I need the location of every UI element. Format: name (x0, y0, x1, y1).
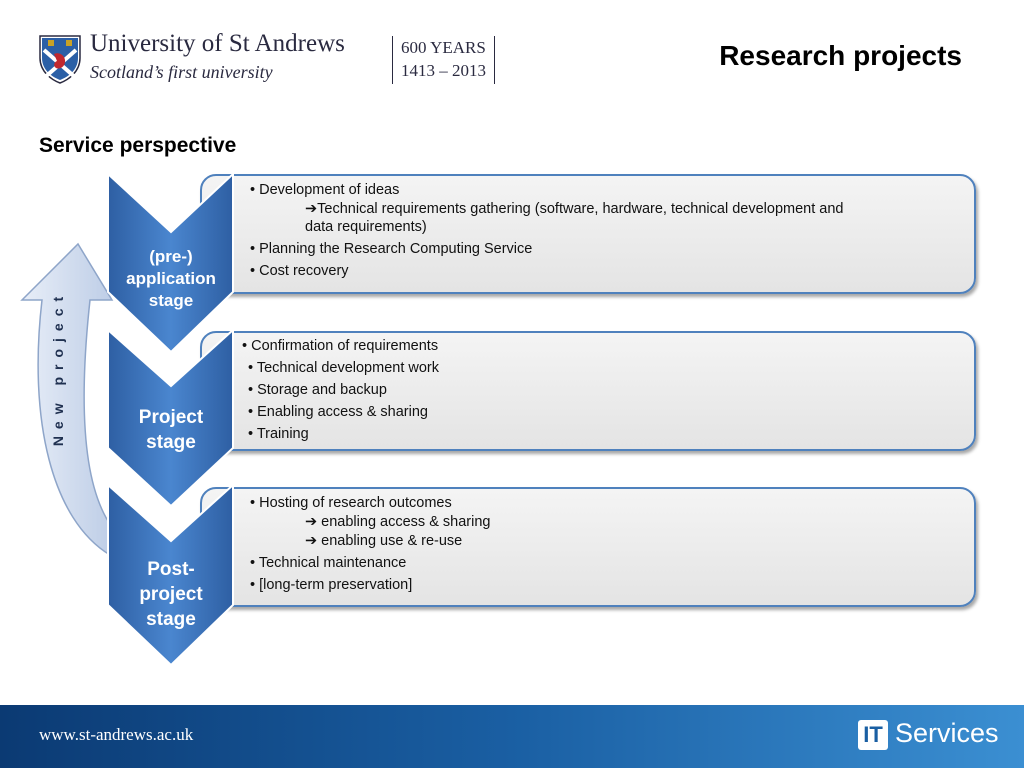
university-tagline: Scotland’s first university (90, 62, 273, 82)
anniversary-line-2: 1413 – 2013 (401, 61, 486, 80)
stage-label-pre-application (116, 246, 226, 312)
list-sub-item: ➔ enabling use & re-use (305, 533, 463, 549)
stage-label-line: stage (146, 432, 196, 453)
university-name: University of St Andrews (90, 30, 345, 57)
list-sub-item: ➔Technical requirements gathering (software, hardware, technical development and (305, 201, 844, 217)
list-item: • Technical development work (248, 360, 439, 376)
stage-label-line: (pre-) (149, 247, 193, 266)
list-item: • Storage and backup (248, 382, 387, 398)
list-item: • Technical maintenance (250, 555, 407, 571)
list-item: • Confirmation of requirements (242, 338, 439, 354)
stage-label-line: stage (148, 291, 194, 310)
list-sub-item-continued: data requirements) (305, 219, 427, 235)
stage-label-line: application (126, 269, 216, 288)
list-item: • Enabling access & sharing (248, 404, 428, 420)
list-item: • [long-term preservation] (250, 577, 413, 593)
stage-label-line: Post- (147, 559, 195, 580)
list-item: • Planning the Research Computing Service (250, 241, 533, 257)
new-project-label: New project (50, 289, 66, 447)
stage-label-line: project (139, 584, 203, 605)
list-item: • Hosting of research outcomes (250, 495, 452, 511)
stage-label-project (116, 405, 226, 455)
it-logo-text: IT (863, 722, 883, 747)
stage-label-post-project (116, 557, 226, 632)
list-item: • Cost recovery (250, 263, 349, 279)
slide-title: Research projects (719, 40, 962, 71)
list-item: • Development of ideas (250, 182, 400, 198)
slide-subtitle: Service perspective (39, 134, 237, 157)
list-item: • Training (248, 426, 309, 442)
stage-label-line: stage (146, 609, 196, 630)
stage-label-line: Project (138, 407, 204, 428)
list-sub-item: ➔ enabling access & sharing (305, 514, 491, 530)
anniversary-line-1: 600 YEARS (401, 38, 486, 57)
it-services-logo-text: Services (895, 718, 999, 748)
footer-url-link[interactable]: www.st-andrews.ac.uk (39, 725, 194, 744)
